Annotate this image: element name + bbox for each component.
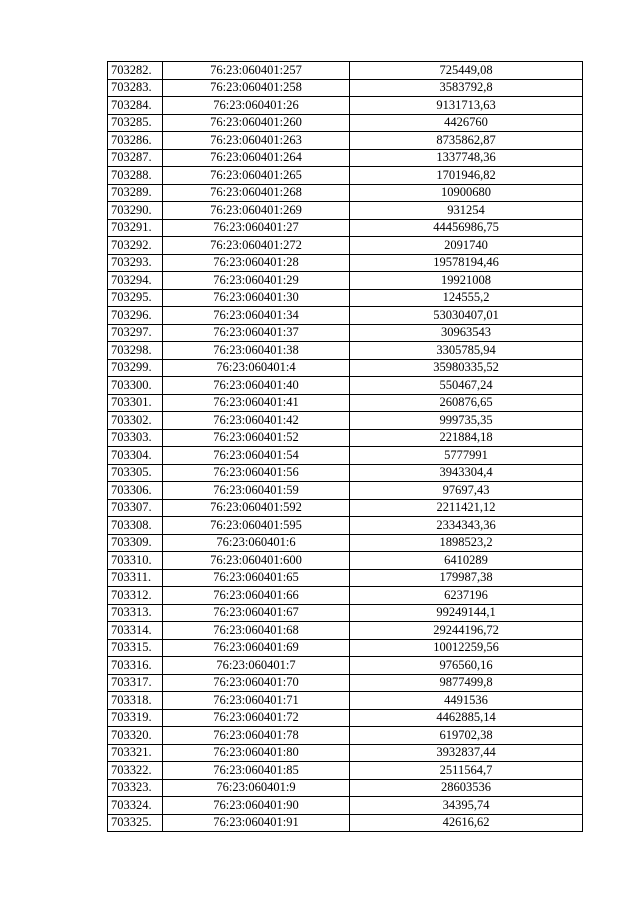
row-number-cell: 703325. <box>108 814 163 832</box>
table-row <box>108 604 583 622</box>
cadastral-number-cell: 76:23:060401:67 <box>163 604 350 622</box>
cadastral-number-cell: 76:23:060401:71 <box>163 692 350 710</box>
cadastral-number-cell: 76:23:060401:264 <box>163 149 350 167</box>
table-row <box>108 412 583 430</box>
value-cell: 19921008 <box>350 272 583 290</box>
value-cell: 3583792,8 <box>350 79 583 97</box>
cadastral-number-cell: 76:23:060401:56 <box>163 464 350 482</box>
row-number-cell: 703322. <box>108 762 163 780</box>
value-cell: 30963543 <box>350 324 583 342</box>
cadastral-number-cell: 76:23:060401:9 <box>163 779 350 797</box>
table-row <box>108 219 583 237</box>
table-row <box>108 727 583 745</box>
cadastral-number-cell: 76:23:060401:260 <box>163 114 350 132</box>
row-number-cell: 703286. <box>108 132 163 150</box>
cadastral-number-cell: 76:23:060401:592 <box>163 499 350 517</box>
cadastral-number-cell: 76:23:060401:263 <box>163 132 350 150</box>
cadastral-number-cell: 76:23:060401:272 <box>163 237 350 255</box>
row-number-cell: 703311. <box>108 569 163 587</box>
cadastral-number-cell: 76:23:060401:257 <box>163 62 350 80</box>
cadastral-number-cell: 76:23:060401:59 <box>163 482 350 500</box>
row-number-cell: 703289. <box>108 184 163 202</box>
row-number-cell: 703316. <box>108 657 163 675</box>
cadastral-number-cell: 76:23:060401:600 <box>163 552 350 570</box>
cadastral-number-cell: 76:23:060401:52 <box>163 429 350 447</box>
table-row <box>108 97 583 115</box>
value-cell: 44456986,75 <box>350 219 583 237</box>
table-row <box>108 202 583 220</box>
cadastral-value-table <box>107 61 583 832</box>
row-number-cell: 703307. <box>108 499 163 517</box>
row-number-cell: 703304. <box>108 447 163 465</box>
value-cell: 6410289 <box>350 552 583 570</box>
cadastral-number-cell: 76:23:060401:85 <box>163 762 350 780</box>
table-row <box>108 744 583 762</box>
cadastral-number-cell: 76:23:060401:34 <box>163 307 350 325</box>
cadastral-number-cell: 76:23:060401:29 <box>163 272 350 290</box>
cadastral-number-cell: 76:23:060401:27 <box>163 219 350 237</box>
table-row <box>108 814 583 832</box>
value-cell: 4491536 <box>350 692 583 710</box>
row-number-cell: 703314. <box>108 622 163 640</box>
table-row <box>108 62 583 80</box>
value-cell: 2334343,36 <box>350 517 583 535</box>
row-number-cell: 703320. <box>108 727 163 745</box>
value-cell: 124555,2 <box>350 289 583 307</box>
table-row <box>108 394 583 412</box>
row-number-cell: 703324. <box>108 797 163 815</box>
value-cell: 725449,08 <box>350 62 583 80</box>
value-cell: 29244196,72 <box>350 622 583 640</box>
table-row <box>108 709 583 727</box>
cadastral-number-cell: 76:23:060401:42 <box>163 412 350 430</box>
cadastral-number-cell: 76:23:060401:30 <box>163 289 350 307</box>
row-number-cell: 703309. <box>108 534 163 552</box>
row-number-cell: 703295. <box>108 289 163 307</box>
cadastral-number-cell: 76:23:060401:41 <box>163 394 350 412</box>
table-row <box>108 289 583 307</box>
table-row <box>108 132 583 150</box>
row-number-cell: 703313. <box>108 604 163 622</box>
cadastral-number-cell: 76:23:060401:37 <box>163 324 350 342</box>
value-cell: 5777991 <box>350 447 583 465</box>
table-row <box>108 184 583 202</box>
value-cell: 28603536 <box>350 779 583 797</box>
table-row <box>108 149 583 167</box>
cadastral-number-cell: 76:23:060401:68 <box>163 622 350 640</box>
row-number-cell: 703300. <box>108 377 163 395</box>
cadastral-number-cell: 76:23:060401:66 <box>163 587 350 605</box>
value-cell: 550467,24 <box>350 377 583 395</box>
cadastral-number-cell: 76:23:060401:90 <box>163 797 350 815</box>
cadastral-number-cell: 76:23:060401:80 <box>163 744 350 762</box>
table-row <box>108 797 583 815</box>
cadastral-number-cell: 76:23:060401:269 <box>163 202 350 220</box>
row-number-cell: 703290. <box>108 202 163 220</box>
cadastral-number-cell: 76:23:060401:91 <box>163 814 350 832</box>
table-row <box>108 342 583 360</box>
value-cell: 4426760 <box>350 114 583 132</box>
row-number-cell: 703291. <box>108 219 163 237</box>
row-number-cell: 703297. <box>108 324 163 342</box>
cadastral-number-cell: 76:23:060401:268 <box>163 184 350 202</box>
table-row <box>108 779 583 797</box>
table-row <box>108 639 583 657</box>
row-number-cell: 703319. <box>108 709 163 727</box>
value-cell: 3932837,44 <box>350 744 583 762</box>
cadastral-number-cell: 76:23:060401:70 <box>163 674 350 692</box>
value-cell: 42616,62 <box>350 814 583 832</box>
row-number-cell: 703294. <box>108 272 163 290</box>
cadastral-number-cell: 76:23:060401:6 <box>163 534 350 552</box>
table-row <box>108 447 583 465</box>
table-row <box>108 534 583 552</box>
row-number-cell: 703308. <box>108 517 163 535</box>
row-number-cell: 703305. <box>108 464 163 482</box>
value-cell: 260876,65 <box>350 394 583 412</box>
table-row <box>108 254 583 272</box>
row-number-cell: 703321. <box>108 744 163 762</box>
value-cell: 3305785,94 <box>350 342 583 360</box>
table-row <box>108 674 583 692</box>
value-cell: 999735,35 <box>350 412 583 430</box>
value-cell: 8735862,87 <box>350 132 583 150</box>
table-row <box>108 464 583 482</box>
cadastral-number-cell: 76:23:060401:28 <box>163 254 350 272</box>
table-row <box>108 307 583 325</box>
cadastral-number-cell: 76:23:060401:38 <box>163 342 350 360</box>
row-number-cell: 703285. <box>108 114 163 132</box>
value-cell: 53030407,01 <box>350 307 583 325</box>
row-number-cell: 703302. <box>108 412 163 430</box>
value-cell: 9131713,63 <box>350 97 583 115</box>
row-number-cell: 703282. <box>108 62 163 80</box>
value-cell: 1701946,82 <box>350 167 583 185</box>
row-number-cell: 703312. <box>108 587 163 605</box>
table-row <box>108 692 583 710</box>
cadastral-number-cell: 76:23:060401:65 <box>163 569 350 587</box>
row-number-cell: 703323. <box>108 779 163 797</box>
value-cell: 1337748,36 <box>350 149 583 167</box>
value-cell: 179987,38 <box>350 569 583 587</box>
cadastral-number-cell: 76:23:060401:4 <box>163 359 350 377</box>
value-cell: 931254 <box>350 202 583 220</box>
value-cell: 2091740 <box>350 237 583 255</box>
table-row <box>108 324 583 342</box>
value-cell: 19578194,46 <box>350 254 583 272</box>
row-number-cell: 703296. <box>108 307 163 325</box>
cadastral-number-cell: 76:23:060401:595 <box>163 517 350 535</box>
value-cell: 34395,74 <box>350 797 583 815</box>
table-row <box>108 499 583 517</box>
row-number-cell: 703283. <box>108 79 163 97</box>
row-number-cell: 703284. <box>108 97 163 115</box>
row-number-cell: 703315. <box>108 639 163 657</box>
value-cell: 2211421,12 <box>350 499 583 517</box>
table-row <box>108 657 583 675</box>
row-number-cell: 703292. <box>108 237 163 255</box>
cadastral-number-cell: 76:23:060401:54 <box>163 447 350 465</box>
row-number-cell: 703301. <box>108 394 163 412</box>
table-row <box>108 114 583 132</box>
table-row <box>108 587 583 605</box>
table-row <box>108 517 583 535</box>
row-number-cell: 703287. <box>108 149 163 167</box>
table-row <box>108 552 583 570</box>
value-cell: 6237196 <box>350 587 583 605</box>
value-cell: 10900680 <box>350 184 583 202</box>
cadastral-number-cell: 76:23:060401:265 <box>163 167 350 185</box>
cadastral-number-cell: 76:23:060401:258 <box>163 79 350 97</box>
value-cell: 99249144,1 <box>350 604 583 622</box>
table-body <box>108 62 583 832</box>
table-row <box>108 237 583 255</box>
table-row <box>108 79 583 97</box>
cadastral-number-cell: 76:23:060401:7 <box>163 657 350 675</box>
cadastral-number-cell: 76:23:060401:40 <box>163 377 350 395</box>
row-number-cell: 703293. <box>108 254 163 272</box>
cadastral-number-cell: 76:23:060401:69 <box>163 639 350 657</box>
row-number-cell: 703288. <box>108 167 163 185</box>
value-cell: 10012259,56 <box>350 639 583 657</box>
table-row <box>108 359 583 377</box>
cadastral-number-cell: 76:23:060401:78 <box>163 727 350 745</box>
row-number-cell: 703317. <box>108 674 163 692</box>
table-row <box>108 762 583 780</box>
value-cell: 2511564,7 <box>350 762 583 780</box>
table-row <box>108 482 583 500</box>
value-cell: 619702,38 <box>350 727 583 745</box>
value-cell: 3943304,4 <box>350 464 583 482</box>
value-cell: 221884,18 <box>350 429 583 447</box>
row-number-cell: 703318. <box>108 692 163 710</box>
cadastral-number-cell: 76:23:060401:26 <box>163 97 350 115</box>
table-row <box>108 569 583 587</box>
row-number-cell: 703298. <box>108 342 163 360</box>
table-row <box>108 272 583 290</box>
row-number-cell: 703303. <box>108 429 163 447</box>
row-number-cell: 703310. <box>108 552 163 570</box>
value-cell: 35980335,52 <box>350 359 583 377</box>
value-cell: 9877499,8 <box>350 674 583 692</box>
value-cell: 97697,43 <box>350 482 583 500</box>
table-row <box>108 377 583 395</box>
value-cell: 1898523,2 <box>350 534 583 552</box>
value-cell: 976560,16 <box>350 657 583 675</box>
table-row <box>108 429 583 447</box>
table-row <box>108 167 583 185</box>
value-cell: 4462885,14 <box>350 709 583 727</box>
row-number-cell: 703306. <box>108 482 163 500</box>
cadastral-number-cell: 76:23:060401:72 <box>163 709 350 727</box>
row-number-cell: 703299. <box>108 359 163 377</box>
table-row <box>108 622 583 640</box>
